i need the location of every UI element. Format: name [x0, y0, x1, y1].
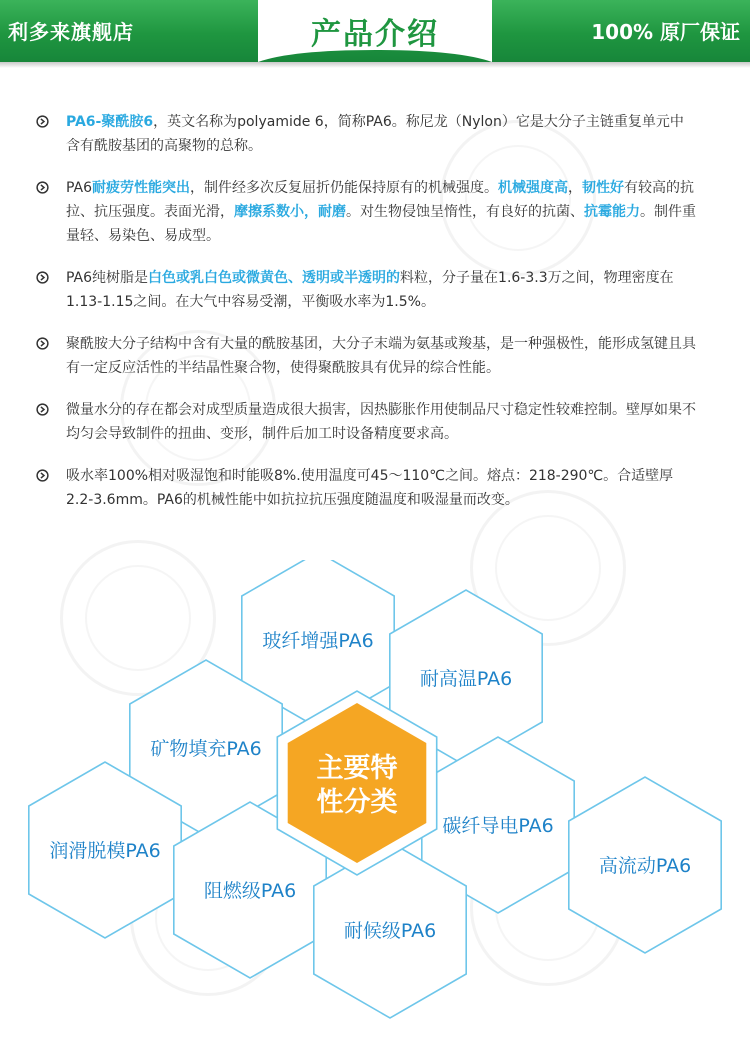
feature-hexagon-label: 碳纤导电PA6 — [442, 815, 554, 837]
highlight-text: PA6-聚酰胺6 — [66, 114, 154, 130]
highlight-text: 抗霉能力 — [584, 204, 640, 220]
header-shadow — [0, 62, 750, 68]
body-text: 微量水分的存在都会对成型质量造成很大损害，因热膨胀作用使制品尺寸稳定性较难控制。壁厚如果不均匀会导致制件的扭曲、变形，制件后加工时设备精度要求高。 — [66, 402, 696, 442]
feature-hexagon-graphic — [0, 560, 750, 1020]
feature-hexagon-label: 耐高温PA6 — [419, 668, 513, 690]
description-paragraph — [36, 332, 696, 380]
highlight-text: 白色或乳白色或微黄色、透明或半透明的 — [148, 270, 401, 286]
circled-arrow-bullet-icon — [36, 337, 49, 350]
body-text: 。对生物侵蚀呈惰性，有良好的抗菌、 — [346, 204, 584, 220]
circled-arrow-bullet-icon — [36, 271, 49, 284]
circled-arrow-bullet-icon — [36, 115, 49, 128]
body-text: ， — [568, 180, 583, 196]
highlight-text: 摩擦系数小，耐磨 — [234, 204, 346, 220]
body-text: PA6纯树脂是 — [66, 270, 149, 286]
store-name: 利多来旗舰店 — [8, 20, 134, 44]
circled-arrow-bullet-icon — [36, 469, 49, 482]
body-text: PA6 — [66, 180, 93, 196]
body-text: ，制件经多次反复屈折仍能保持原有的机械强度。 — [190, 180, 499, 196]
center-hexagon-label: 主要特 — [316, 753, 398, 784]
description-list — [36, 110, 696, 530]
highlight-text: 机械强度高 — [498, 180, 569, 196]
feature-hexagon-label: 阻燃级PA6 — [203, 880, 297, 902]
body-text: 吸水率100%相对吸湿饱和时能吸8%.使用温度可45～110℃之间。熔点：218-290℃。合适壁厚2.2-3.6mm。PA6的机械性能中如抗拉抗压强度随温度和吸湿量而改变。 — [66, 468, 674, 508]
highlight-text: 耐疲劳性能突出 — [92, 180, 191, 196]
page-title: 产品介绍 — [311, 17, 439, 52]
center-hexagon-label: 性分类 — [316, 787, 398, 818]
body-text: 料粒，分子量在1.6-3.3万之间，物理密度在1.13-1.15之间。在大气中容易受潮，平衡吸水率为1.5%。 — [66, 270, 674, 310]
circled-arrow-bullet-icon — [36, 403, 49, 416]
description-paragraph — [36, 266, 696, 314]
body-text: ，英文名称为polyamide 6，简称PA6。称尼龙（Nylon）它是大分子主链重复单元中含有酰胺基团的高聚物的总称。 — [66, 114, 684, 154]
description-paragraph — [36, 464, 696, 512]
feature-hexagon-label: 润滑脱模PA6 — [49, 840, 161, 862]
feature-hexagon-label: 耐候级PA6 — [343, 920, 437, 942]
description-paragraph — [36, 110, 696, 158]
guarantee-text: 100% 原厂保证 — [591, 20, 740, 44]
feature-hexagon-label: 玻纤增强PA6 — [262, 630, 374, 652]
body-text: 聚酰胺大分子结构中含有大量的酰胺基团，大分子末端为氨基或羧基，是一种强极性，能形成氢键且具有一定反应活性的半结晶性聚合物，使得聚酰胺具有优异的综合性能。 — [66, 336, 696, 376]
body-text: 有较高的抗拉、抗压强度。表面光滑， — [66, 180, 695, 220]
header-bar — [0, 0, 750, 62]
body-text: 。制件重量轻、易染色、易成型。 — [66, 204, 696, 244]
feature-hexagon-label: 高流动PA6 — [598, 855, 692, 877]
feature-hexagon-label: 矿物填充PA6 — [150, 738, 262, 760]
description-paragraph — [36, 398, 696, 446]
highlight-text: 韧性好 — [582, 180, 625, 196]
description-paragraph — [36, 176, 696, 248]
circled-arrow-bullet-icon — [36, 181, 49, 194]
